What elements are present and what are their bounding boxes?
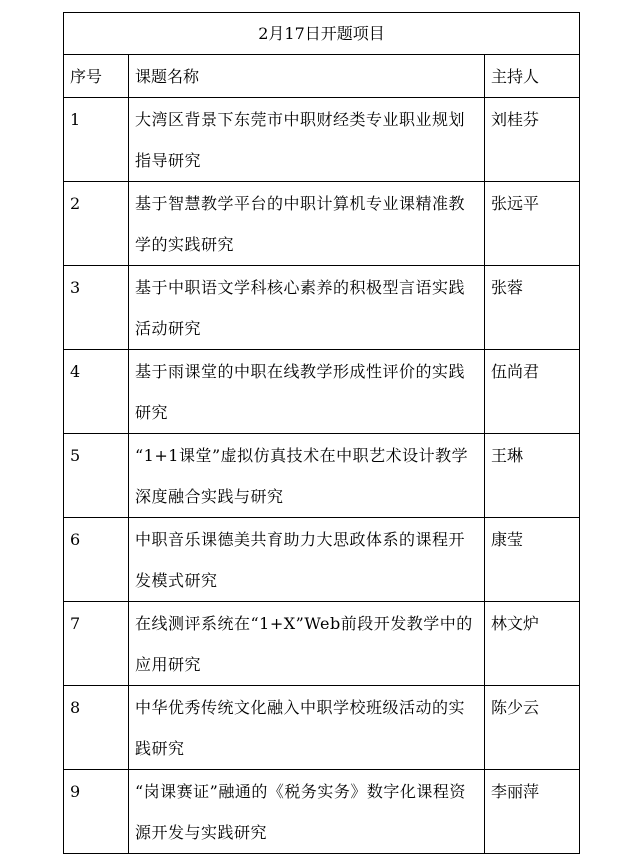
row-host: 陈少云 [485, 686, 580, 770]
row-title: “1+1课堂”虚拟仿真技术在中职艺术设计教学深度融合实践与研究 [129, 434, 485, 518]
row-number: 5 [64, 434, 129, 518]
table-row [64, 350, 580, 434]
table-caption: 2月17日开题项目 [64, 13, 580, 55]
table-row [64, 770, 580, 854]
row-number: 9 [64, 770, 129, 854]
row-number: 6 [64, 518, 129, 602]
row-host: 李丽萍 [485, 770, 580, 854]
row-title: 在线测评系统在“1+X”Web前段开发教学中的应用研究 [129, 602, 485, 686]
table-row [64, 602, 580, 686]
table-row [64, 518, 580, 602]
table-row [64, 182, 580, 266]
table-row [64, 98, 580, 182]
row-number: 3 [64, 266, 129, 350]
header-host: 主持人 [485, 55, 580, 98]
row-host: 康莹 [485, 518, 580, 602]
row-host: 林文炉 [485, 602, 580, 686]
row-title: 中华优秀传统文化融入中职学校班级活动的实践研究 [129, 686, 485, 770]
row-number: 2 [64, 182, 129, 266]
row-number: 8 [64, 686, 129, 770]
table-caption-row [64, 13, 580, 55]
table-header-row [64, 55, 580, 98]
table-row [64, 434, 580, 518]
row-host: 王琳 [485, 434, 580, 518]
row-title: “岗课赛证”融通的《税务实务》数字化课程资源开发与实践研究 [129, 770, 485, 854]
project-table [63, 12, 580, 854]
row-number: 1 [64, 98, 129, 182]
header-title: 课题名称 [129, 55, 485, 98]
row-title: 基于中职语文学科核心素养的积极型言语实践活动研究 [129, 266, 485, 350]
table-row [64, 266, 580, 350]
row-number: 7 [64, 602, 129, 686]
row-title: 中职音乐课德美共育助力大思政体系的课程开发模式研究 [129, 518, 485, 602]
row-host: 伍尚君 [485, 350, 580, 434]
row-host: 张蓉 [485, 266, 580, 350]
row-title: 基于智慧教学平台的中职计算机专业课精准教学的实践研究 [129, 182, 485, 266]
row-title: 基于雨课堂的中职在线教学形成性评价的实践研究 [129, 350, 485, 434]
row-title: 大湾区背景下东莞市中职财经类专业职业规划指导研究 [129, 98, 485, 182]
row-host: 刘桂芬 [485, 98, 580, 182]
row-number: 4 [64, 350, 129, 434]
header-number: 序号 [64, 55, 129, 98]
table-row [64, 686, 580, 770]
row-host: 张远平 [485, 182, 580, 266]
